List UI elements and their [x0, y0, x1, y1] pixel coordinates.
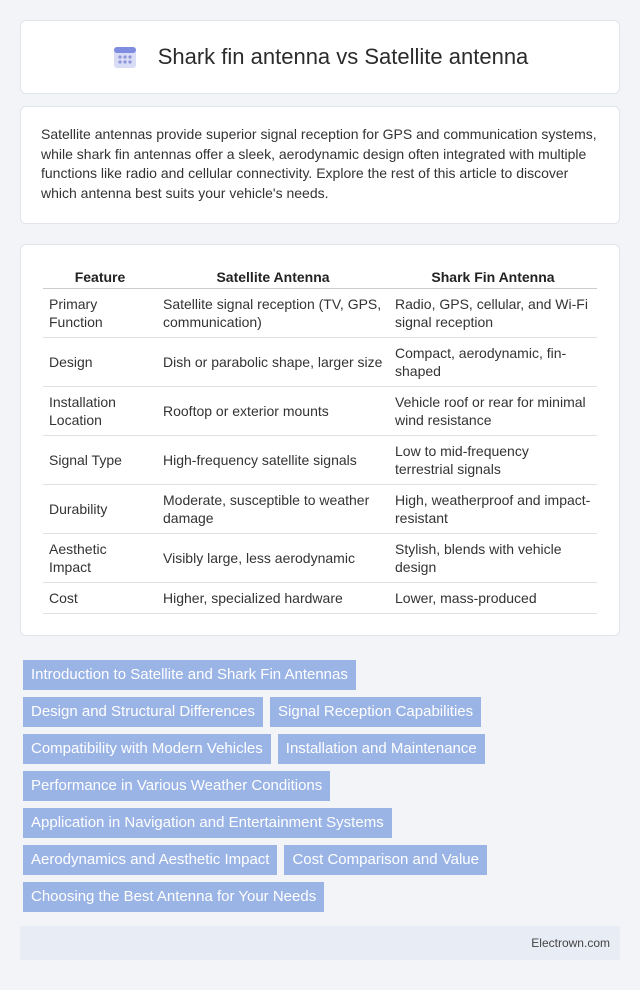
comparison-table-card	[20, 244, 620, 636]
header-feature: Feature	[43, 265, 157, 289]
table-cell: Durability	[43, 485, 157, 534]
intro-text: Satellite antennas provide superior signal reception for GPS and communication systems, while shark fin antennas offer a sleek, aerodynamic design often integrated with multiple functions like radio and cellular connectivity. Explore the rest of this article to discover which antenna best suits your vehicle's needs.	[41, 126, 597, 201]
footer	[20, 926, 620, 960]
topic-link[interactable]: Cost Comparison and Value	[284, 845, 487, 875]
topic-link[interactable]: Installation and Maintenance	[278, 734, 485, 764]
table-cell: Design	[43, 338, 157, 387]
topic-link[interactable]: Design and Structural Differences	[23, 697, 263, 727]
topic-row	[23, 771, 603, 801]
topic-link[interactable]: Introduction to Satellite and Shark Fin Antennas	[23, 660, 356, 690]
topic-link[interactable]: Aerodynamics and Aesthetic Impact	[23, 845, 277, 875]
table-cell: Radio, GPS, cellular, and Wi-Fi signal reception	[389, 289, 597, 338]
topic-link[interactable]: Compatibility with Modern Vehicles	[23, 734, 271, 764]
table-cell: Installation Location	[43, 387, 157, 436]
topic-row	[23, 808, 603, 838]
topic-links	[23, 660, 603, 919]
page-title: Shark fin antenna vs Satellite antenna	[157, 44, 529, 69]
table-row	[43, 338, 597, 387]
table-row	[43, 387, 597, 436]
table-cell: Dish or parabolic shape, larger size	[157, 338, 389, 387]
table-row	[43, 534, 597, 583]
table-cell: Signal Type	[43, 436, 157, 485]
header-shark-fin: Shark Fin Antenna	[389, 265, 597, 289]
title-card	[20, 20, 620, 94]
table-row	[43, 485, 597, 534]
table-cell: Primary Function	[43, 289, 157, 338]
table-cell: Cost	[43, 583, 157, 614]
table-cell: Higher, specialized hardware	[157, 583, 389, 614]
footer-brand: Electrown.com	[531, 936, 610, 950]
table-cell: Low to mid-frequency terrestrial signals	[389, 436, 597, 485]
table-cell: Satellite signal reception (TV, GPS, communication)	[157, 289, 389, 338]
intro-card	[20, 106, 620, 224]
topic-link[interactable]: Application in Navigation and Entertainment Systems	[23, 808, 392, 838]
table-cell: High, weatherproof and impact-resistant	[389, 485, 597, 534]
table-cell: Visibly large, less aerodynamic	[157, 534, 389, 583]
topic-link[interactable]: Performance in Various Weather Conditions	[23, 771, 330, 801]
comparison-table	[43, 265, 597, 614]
table-cell: Aesthetic Impact	[43, 534, 157, 583]
table-cell: Moderate, susceptible to weather damage	[157, 485, 389, 534]
table-cell: Compact, aerodynamic, fin-shaped	[389, 338, 597, 387]
topic-row	[23, 845, 603, 875]
topic-link[interactable]: Choosing the Best Antenna for Your Needs	[23, 882, 324, 912]
header-satellite: Satellite Antenna	[157, 265, 389, 289]
topic-row	[23, 882, 603, 912]
topic-row	[23, 660, 603, 690]
table-cell: High-frequency satellite signals	[157, 436, 389, 485]
table-cell: Stylish, blends with vehicle design	[389, 534, 597, 583]
topic-row	[23, 734, 603, 764]
table-cell: Vehicle roof or rear for minimal wind resistance	[389, 387, 597, 436]
table-row	[43, 583, 597, 614]
table-header-row	[43, 265, 597, 289]
topic-row	[23, 697, 603, 727]
calendar-grid-icon	[112, 44, 138, 70]
table-row	[43, 289, 597, 338]
topic-link[interactable]: Signal Reception Capabilities	[270, 697, 481, 727]
table-cell: Lower, mass-produced	[389, 583, 597, 614]
table-row	[43, 436, 597, 485]
table-cell: Rooftop or exterior mounts	[157, 387, 389, 436]
